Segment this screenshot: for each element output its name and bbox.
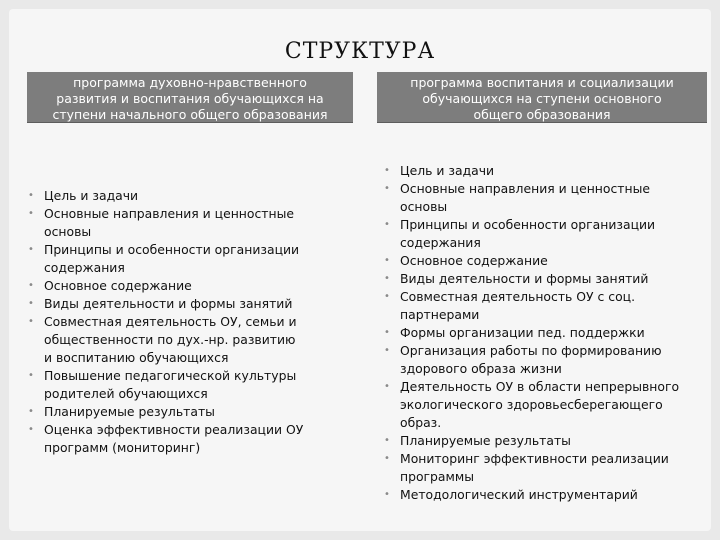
list-item-line: основы (44, 224, 92, 239)
slide-title: СТРУКТУРА (284, 39, 436, 64)
right-column-header (377, 72, 707, 123)
list-item-line: • Виды деятельности и формы занятий (44, 296, 293, 311)
header-line: ступени начального общего образования (52, 107, 328, 122)
list-item-line: партнерами (400, 307, 480, 322)
list-item (382, 378, 702, 432)
list-item-line: и воспитанию обучающихся (44, 350, 229, 365)
header-line: обучающихся на ступени основного (422, 91, 662, 106)
list-item-line: • Повышение педагогической культуры (44, 368, 297, 383)
list-item-line: содержания (400, 235, 481, 250)
header-line: развития и воспитания обучающихся на (56, 91, 324, 106)
list-item-line: • Совместная деятельность ОУ, семьи и (44, 314, 297, 329)
list-item-line: содержания (44, 260, 125, 275)
list-item (26, 403, 326, 421)
list-item (382, 486, 702, 504)
list-item (26, 187, 326, 205)
list-item-line: программ (мониторинг) (44, 440, 201, 455)
list-item-line: программы (400, 469, 474, 484)
list-item-line: образ. (400, 415, 442, 430)
list-item-line: • Виды деятельности и формы занятий (400, 271, 649, 286)
list-item (382, 450, 702, 486)
list-item-line: • Основное содержание (44, 278, 192, 293)
list-item-line: • Оценка эффективности реализации ОУ (44, 422, 304, 437)
list-item-line: • Мониторинг эффективности реализации (400, 451, 669, 466)
list-item-line: • Методологический инструментарий (400, 487, 638, 502)
list-item (26, 313, 326, 367)
list-item-line: здорового образа жизни (400, 361, 562, 376)
list-item (382, 162, 702, 180)
list-item-line: • Формы организации пед. поддержки (400, 325, 645, 340)
list-item-line: экологического здоровьесберегающего (400, 397, 663, 412)
list-item-line: • Планируемые результаты (400, 433, 571, 448)
list-item-line: • Основное содержание (400, 253, 548, 268)
header-line: программа воспитания и социализации (410, 75, 674, 90)
list-item-line: • Совместная деятельность ОУ с соц. (400, 289, 636, 304)
list-item-line: • Цель и задачи (400, 163, 495, 178)
list-item-line: родителей обучающихся (44, 386, 208, 401)
list-item (382, 252, 702, 270)
right-bullet-list (382, 162, 702, 504)
header-line: общего образования (473, 107, 611, 122)
list-item (26, 205, 326, 241)
list-item-line: основы (400, 199, 448, 214)
header-line: программа духовно-нравственного (73, 75, 307, 90)
list-item-line: общественности по дух.-нр. развитию (44, 332, 296, 347)
list-item-line: • Основные направления и ценностные (400, 181, 651, 196)
list-item (382, 288, 702, 324)
list-item (26, 295, 326, 313)
list-item (382, 270, 702, 288)
list-item-line: • Принципы и особенности организации (44, 242, 300, 257)
list-item (26, 241, 326, 277)
list-item-line: • Цель и задачи (44, 188, 139, 203)
list-item (382, 432, 702, 450)
left-column-header (27, 72, 353, 123)
list-item (382, 342, 702, 378)
list-item (382, 216, 702, 252)
list-item (26, 367, 326, 403)
list-item-line: • Организация работы по формированию (400, 343, 662, 358)
left-bullet-list (26, 187, 326, 457)
list-item-line: • Принципы и особенности организации (400, 217, 656, 232)
list-item-line: • Планируемые результаты (44, 404, 215, 419)
list-item (26, 277, 326, 295)
list-item (382, 324, 702, 342)
list-item-line: • Деятельность ОУ в области непрерывного (400, 379, 680, 394)
list-item-line: • Основные направления и ценностные (44, 206, 295, 221)
list-item (382, 180, 702, 216)
list-item (26, 421, 326, 457)
